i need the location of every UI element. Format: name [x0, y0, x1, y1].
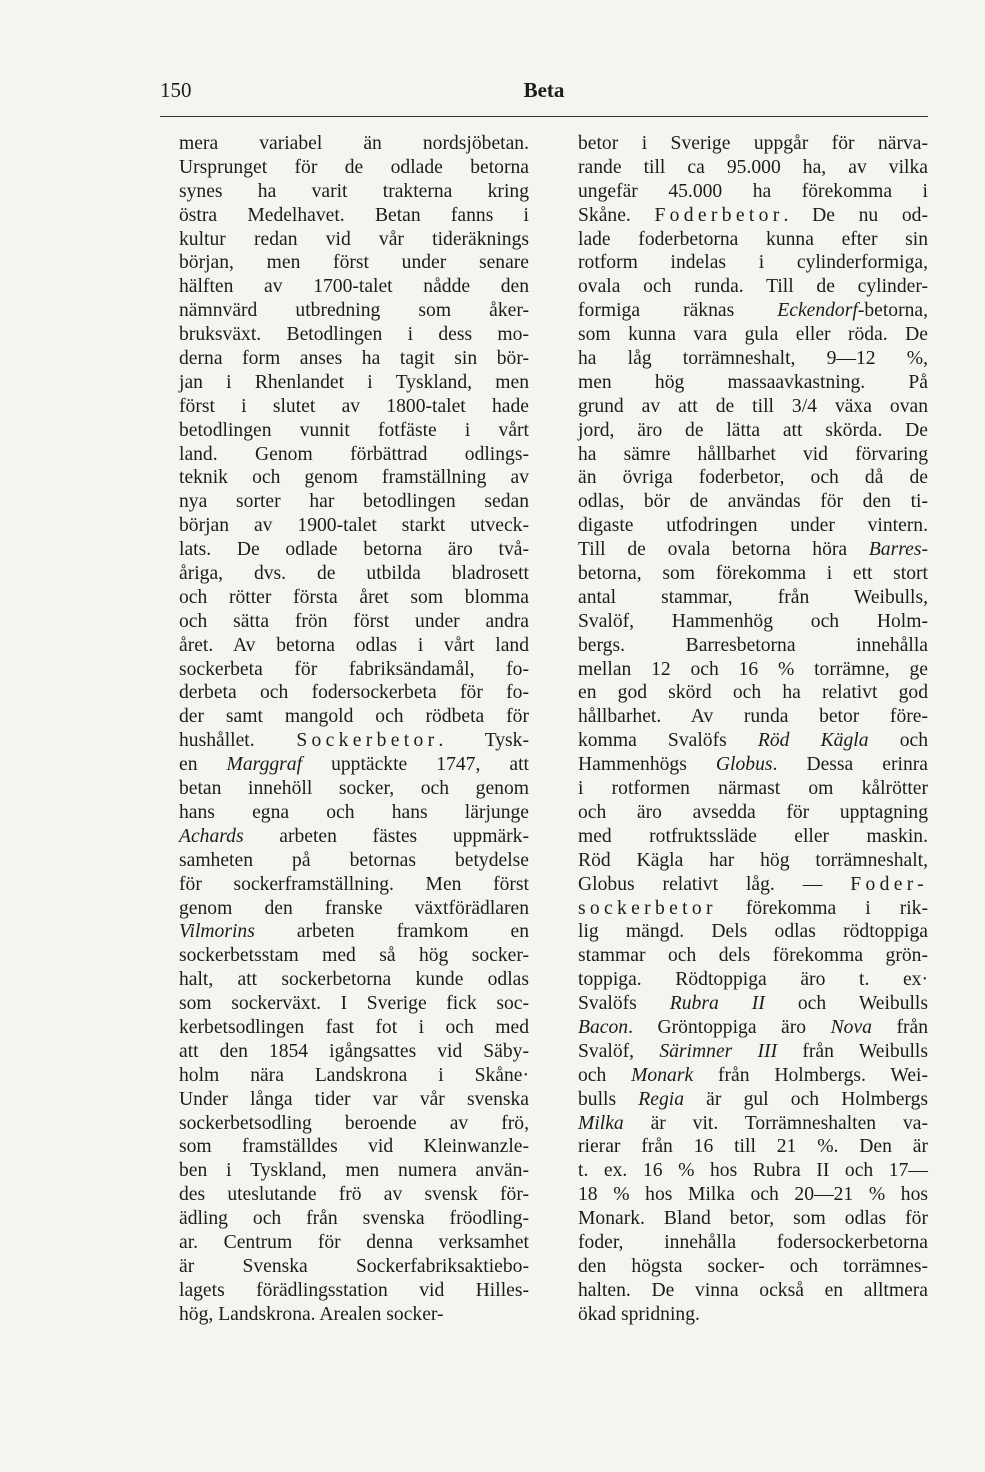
- text-line: lats. De odlade betorna äro två-: [179, 539, 529, 561]
- text-line: Svalöf, Särimner III från Weibulls: [578, 1040, 929, 1062]
- text-line: halt, att sockerbetorna kunde odlas: [179, 969, 529, 991]
- text-line: digaste utfodringen under vintern.: [578, 515, 928, 537]
- text-line: är Svenska Sockerfabriksaktiebo-: [179, 1255, 529, 1277]
- text-line: hälften av 1700-talet nådde den: [179, 276, 529, 298]
- text-line: och äro avsedda för upptagning: [578, 801, 928, 823]
- text-line: holm nära Landskrona i Skåne·: [179, 1064, 529, 1086]
- text-line: mera variabel än nordsjöbetan.: [179, 133, 529, 154]
- text-line: Achards arbeten fästes uppmärk-: [179, 825, 529, 847]
- text-line: derbeta och fodersockerbeta för fo-: [179, 682, 529, 704]
- text-line: stammar och dels förekomma grön-: [578, 945, 928, 967]
- text-line: året. Av betorna odlas i vårt land: [179, 634, 529, 656]
- text-line: Under långa tider var vår svenska: [179, 1088, 529, 1110]
- text-line: för sockerframställning. Men först: [179, 873, 529, 895]
- text-line: toppiga. Rödtoppiga äro t. ex·: [578, 969, 928, 991]
- text-line: land. Genom förbättrad odlings-: [179, 443, 529, 465]
- text-line: en Marggraf upptäckte 1747, att: [179, 754, 529, 776]
- text-line: genom den franske växtförädlaren: [179, 897, 529, 919]
- text-line: hushållet. Sockerbetor. Tysk-: [179, 730, 529, 752]
- text-line: derna form anses ha tagit sin bör-: [179, 348, 529, 370]
- text-line: der samt mangold och rödbeta för: [179, 706, 529, 728]
- right-column: [578, 132, 928, 1327]
- text-line: Ursprunget för de odlade betorna: [179, 156, 529, 178]
- text-line: att den 1854 igångsattes vid Säby-: [179, 1040, 529, 1062]
- text-line: bulls Regia är gul och Holmbergs: [578, 1088, 928, 1110]
- text-line: åriga, dvs. de utbilda bladrosett: [179, 563, 529, 585]
- text-line: ha låg torrämneshalt, 9—12 %,: [578, 348, 928, 370]
- text-line: Svalöf, Hammenhög och Holm-: [578, 610, 928, 632]
- text-line: hans egna och hans lärjunge: [179, 801, 529, 823]
- text-line: Vilmorins arbeten framkom en: [179, 921, 529, 943]
- text-line: bruksväxt. Betodlingen i dess mo-: [179, 324, 529, 346]
- text-line: komma Svalöfs Röd Kägla och: [578, 730, 928, 752]
- text-line: jord, äro de lätta att skörda. De: [578, 419, 928, 441]
- text-line: kultur redan vid vår tideräknings: [179, 228, 529, 250]
- text-line: ädling och från svenska fröodling-: [179, 1208, 529, 1230]
- text-line: början av 1900-talet starkt utveck-: [179, 515, 529, 537]
- text-line: Röd Kägla har hög torrämneshalt,: [578, 849, 928, 871]
- text-line: betodlingen vunnit fotfäste i vårt: [179, 419, 529, 441]
- text-line: och rötter första året som blomma: [179, 586, 529, 608]
- text-line: 18 % hos Milka och 20—21 % hos: [578, 1184, 928, 1206]
- text-line: den högsta socker- och torrämnes-: [578, 1255, 928, 1277]
- text-line: ha sämre hållbarhet vid förvaring: [578, 443, 928, 465]
- text-line: sockerbeta för fabriksändamål, fo-: [179, 658, 529, 680]
- running-title: Beta: [523, 78, 565, 102]
- text-line: nämnvärd utbredning som åker-: [179, 300, 529, 322]
- text-line: som framställdes vid Kleinwanzle-: [179, 1136, 529, 1158]
- text-line: hållbarhet. Av runda betor före-: [578, 706, 928, 728]
- text-line: som kunna vara gula eller röda. De: [578, 324, 928, 346]
- text-line: i rotformen närmast om kålrötter: [578, 778, 928, 800]
- text-line: lade foderbetorna kunna efter sin: [578, 228, 928, 250]
- text-line: foder, innehålla fodersockerbetorna: [578, 1231, 928, 1253]
- text-line: en god skörd och ha relativt god: [578, 682, 928, 704]
- text-line: betan innehöll socker, och genom: [179, 778, 529, 800]
- text-line: men hög massaavkastning. På: [578, 371, 928, 393]
- text-line: t. ex. 16 % hos Rubra II och 17—: [578, 1160, 928, 1182]
- text-line: des uteslutande frö av svensk för-: [179, 1184, 529, 1206]
- text-line: som sockerväxt. I Sverige fick soc-: [179, 993, 529, 1015]
- page-number: 150: [160, 78, 192, 102]
- text-line: lagets förädlingsstation vid Hilles-: [179, 1279, 529, 1301]
- page-header: [160, 78, 928, 108]
- text-line: än övriga foderbetor, och då de: [578, 467, 928, 489]
- text-line: synes ha varit trakterna kring: [179, 180, 529, 202]
- text-line: betor i Sverige uppgår för närva-: [578, 133, 928, 154]
- text-line: mellan 12 och 16 % torrämne, ge: [578, 658, 928, 680]
- text-line: jan i Rhenlandet i Tyskland, men: [179, 371, 529, 393]
- text-line: kerbetsodlingen fast fot i och med: [179, 1016, 529, 1038]
- text-line: nya sorter har betodlingen sedan: [179, 491, 529, 513]
- text-line: Skåne. Foderbetor. De nu od-: [578, 204, 928, 226]
- text-line: Hammenhögs Globus. Dessa erinra: [578, 754, 928, 776]
- text-line: ar. Centrum för denna verksamhet: [179, 1231, 529, 1253]
- text-line: ökad spridning.: [578, 1303, 700, 1325]
- text-line: rierar från 16 till 21 %. Den är: [578, 1136, 928, 1158]
- text-line: början, men först under senare: [179, 252, 529, 274]
- text-line: Milka är vit. Torrämneshalten va-: [578, 1112, 928, 1134]
- text-line: betorna, som förekomma i ett stort: [578, 563, 928, 585]
- text-line: och sätta frön först under andra: [179, 610, 529, 632]
- text-line: Globus relativt låg. — Foder-: [578, 873, 928, 895]
- text-line: rande till ca 95.000 ha, av vilka: [578, 156, 928, 178]
- text-line: Till de ovala betorna höra Barres-: [578, 539, 928, 561]
- text-line: formiga räknas Eckendorf-betorna,: [578, 300, 928, 322]
- text-line: teknik och genom framställning av: [179, 467, 529, 489]
- text-line: sockerbetor förekomma i rik-: [578, 897, 928, 919]
- text-line: hög, Landskrona. Arealen socker-: [179, 1303, 444, 1325]
- text-line: Svalöfs Rubra II och Weibulls: [578, 993, 928, 1015]
- text-line: först i slutet av 1800-talet hade: [179, 395, 529, 417]
- text-line: Monark. Bland betor, som odlas för: [578, 1208, 928, 1230]
- text-line: lig mängd. Dels odlas rödtoppiga: [578, 921, 928, 943]
- text-line: bergs. Barresbetorna innehålla: [578, 634, 928, 656]
- text-line: halten. De vinna också en alltmera: [578, 1279, 928, 1301]
- text-line: Bacon. Gröntoppiga äro Nova från: [578, 1016, 928, 1038]
- text-line: sockerbetsodling beroende av frö,: [179, 1112, 529, 1134]
- text-line: samheten på betornas betydelse: [179, 849, 529, 871]
- left-column: [179, 132, 529, 1327]
- text-line: rotform indelas i cylinderformiga,: [578, 252, 928, 274]
- text-line: ben i Tyskland, men numera använ-: [179, 1160, 529, 1182]
- text-line: grund av att de till 3/4 växa ovan: [578, 395, 928, 417]
- text-line: antal stammar, från Weibulls,: [578, 586, 928, 608]
- header-rule: [160, 116, 928, 117]
- text-line: östra Medelhavet. Betan fanns i: [179, 204, 529, 226]
- text-line: ungefär 45.000 ha förekomma i: [578, 180, 928, 202]
- text-line: sockerbetsstam med så hög socker-: [179, 945, 529, 967]
- text-line: odlas, bör de användas för den ti-: [578, 491, 928, 513]
- text-line: med rotfruktssläde eller maskin.: [578, 825, 928, 847]
- text-line: ovala och runda. Till de cylinder-: [578, 276, 928, 298]
- text-line: och Monark från Holmbergs. Wei-: [578, 1064, 928, 1086]
